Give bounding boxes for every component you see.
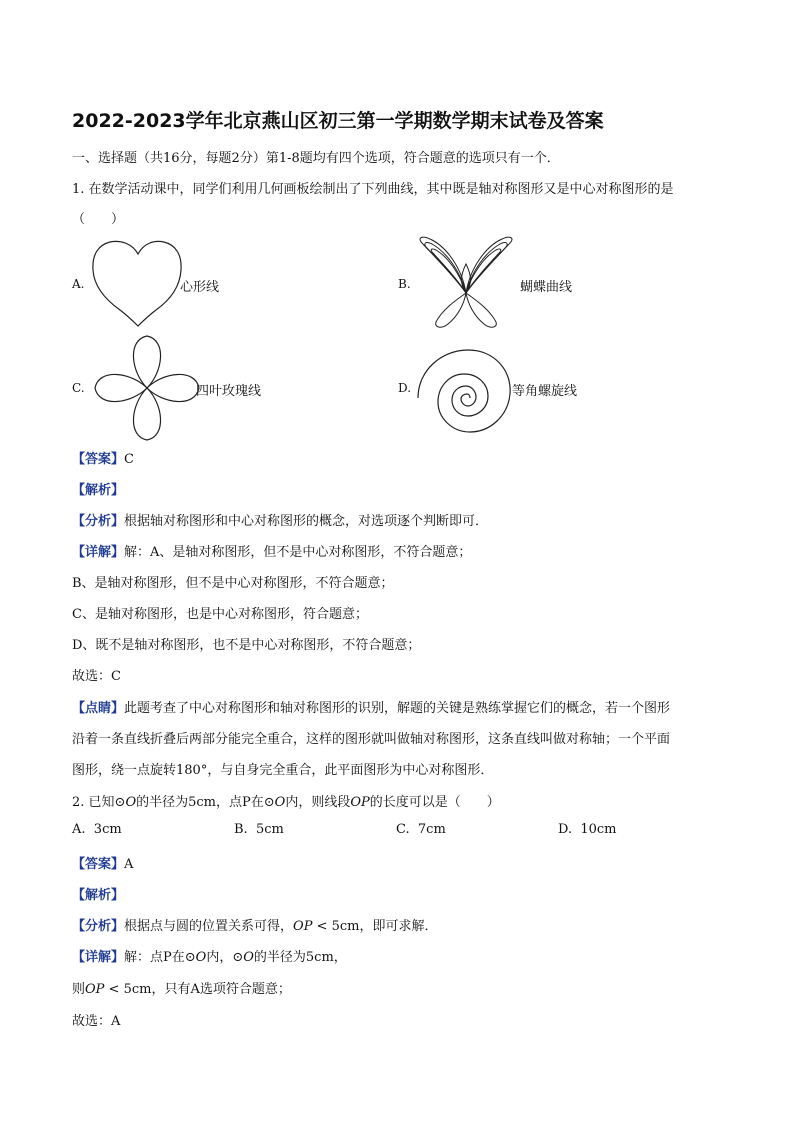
section-heading: 一、选择题（共16分，每题2分）第1-8题均有四个选项，符合题意的选项只有一个． [72,151,560,166]
equiangular-spiral-figure [414,344,514,436]
q2-then-part: < 5cm，只有A选项符合题意； [104,982,291,997]
q2-stem-circle-o: O [274,795,286,810]
q2-fenxi-part: 根据点与圆的位置关系可得， [124,919,294,934]
q2-answer: A [124,857,134,872]
q1-answer-line [72,448,134,467]
q1-option-a-caption: 心形线 [180,280,220,295]
q2-option-a-letter: A. [72,822,86,837]
q2-answer-line [72,853,133,872]
q2-fenxi-line [72,915,437,934]
q1-option-b-caption: 蝴蝶曲线 [520,280,573,295]
q1-xiangjie: 解：A、是轴对称图形，但不是中心对称图形，不符合题意； [124,545,472,560]
q2-then-part: 则 [72,982,86,997]
q1-dianjing-line-2: 沿着一条直线折叠后两部分能完全重合，这样的图形就叫做轴对称图形，这条直线叫做对称轴；一个平面 [72,732,671,747]
four-leaf-rose-figure [92,335,202,441]
q1-option-c-caption: 四叶玫瑰线 [196,384,262,399]
q2-option-a [72,822,122,837]
xiangjie-tag: 【详解】 [72,950,125,965]
q2-option-d-letter: D. [558,822,573,837]
q2-fenxi-part: < 5cm，即可求解． [312,919,438,934]
q2-xiangjie-part: 解：点P在⊙ [124,950,196,965]
q2-option-c-value: 7cm [417,822,446,837]
q2-xiangjie-line [72,946,347,965]
q1-dianjing-line-1 [72,697,670,716]
q2-stem-segment-op: OP [350,795,370,810]
q1-xiangjie-line [72,541,471,560]
q2-fenxi-op: OP [293,919,313,934]
q1-b-line: B、是轴对称图形，但不是中心对称图形，不符合题意； [72,576,394,591]
xiangjie-tag: 【详解】 [72,545,125,560]
q2-option-b-letter: B. [234,822,248,837]
q2-option-a-value: 3cm [93,822,122,837]
q2-xiangjie-part: 内，⊙ [206,950,244,965]
q1-answer: C [124,452,134,467]
q2-option-d [558,822,617,837]
q2-stem-part: 内，则线段 [285,795,351,810]
q1-dianjing-1: 此题考查了中心对称图形和轴对称图形的识别，解题的关键是熟练掌握它们的概念，若一个图形 [124,701,671,716]
q1-stem-bracket: （ ） [72,212,125,227]
q2-stem-part: 2. 已知⊙ [72,795,126,810]
q2-option-c [396,822,446,837]
q1-fenxi: 根据轴对称图形和中心对称图形的概念，对选项逐个判断即可． [124,514,489,529]
answer-tag: 【答案】 [72,857,125,872]
page-title: 2022-2023学年北京燕山区初三第一学期数学期末试卷及答案 [72,110,604,132]
q2-option-b [234,822,284,837]
q1-option-a-letter: A. [72,277,85,291]
q2-then-line [72,978,291,997]
answer-tag: 【答案】 [72,452,125,467]
q2-stem [72,791,500,810]
q2-option-b-value: 5cm [255,822,284,837]
q2-option-d-value: 10cm [580,822,617,837]
q2-then-op: OP [85,982,105,997]
q1-jiexi-tag: 【解析】 [72,483,125,498]
q1-stem: 1. 在数学活动课中，同学们利用几何画板绘制出了下列曲线，其中既是轴对称图形又是中心对称图形的是 [72,182,674,197]
q1-d-line: D、既不是轴对称图形，也不是中心对称图形，不符合题意； [72,638,421,653]
q2-xiangjie-o: O [243,950,254,965]
q2-option-c-letter: C. [396,822,410,837]
q1-option-b-letter: B. [398,277,411,291]
heart-curve-figure [92,240,182,328]
q1-choose: 故选：C [72,669,121,684]
q1-option-d-caption: 等角螺旋线 [512,384,578,399]
fenxi-tag: 【分析】 [72,919,125,934]
q1-c-line: C、是轴对称图形，也是中心对称图形，符合题意； [72,607,368,622]
q2-stem-part: 的半径为5cm，点P在⊙ [136,795,275,810]
q1-dianjing-line-3: 图形，绕一点旋转180°，与自身完全重合，此平面图形为中心对称图形． [72,763,494,778]
q2-stem-circle-o: O [125,795,137,810]
q2-choose: 故选：A [72,1014,121,1029]
q1-option-c-letter: C. [72,381,85,395]
q2-stem-part: 的长度可以是（ ） [369,795,500,810]
q2-xiangjie-o: O [195,950,207,965]
dianjing-tag: 【点睛】 [72,701,125,716]
fenxi-tag: 【分析】 [72,514,125,529]
q1-fenxi-line [72,510,488,529]
q1-option-d-letter: D. [398,381,412,395]
q2-xiangjie-part: 的半径为5cm， [253,950,347,965]
butterfly-curve-figure [416,236,516,330]
q2-jiexi-tag: 【解析】 [72,888,125,903]
